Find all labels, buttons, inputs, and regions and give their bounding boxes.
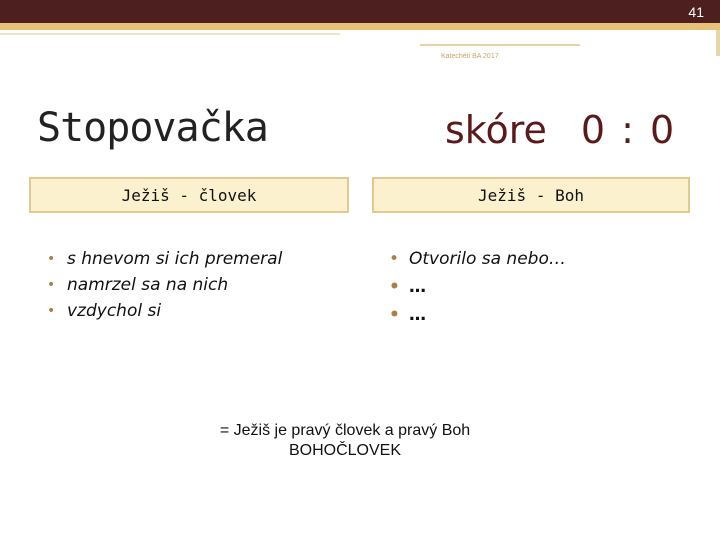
list-item: • Otvorilo sa nebo… <box>389 245 566 273</box>
top-band <box>0 0 720 23</box>
list-item: • s hnevom si ich premeral <box>47 246 282 272</box>
top-band-accent <box>0 23 720 30</box>
conclusion-line: = Ježiš je pravý človek a pravý Boh <box>219 422 471 439</box>
bullet-icon: • <box>389 277 400 297</box>
header-note: Katechéti BA 2017 <box>441 53 499 60</box>
score-display <box>445 108 676 152</box>
list-item: • … <box>389 273 566 301</box>
conclusion <box>150 421 540 461</box>
corner-decoration <box>716 30 720 56</box>
bullet-icon: • <box>47 303 56 319</box>
list-item: • … <box>389 301 566 329</box>
list-item: • vzdychol si <box>47 298 282 324</box>
bullet-icon: • <box>47 277 56 293</box>
column-heading-divine: Ježiš - Boh <box>372 177 690 213</box>
bullet-icon: • <box>389 305 400 325</box>
conclusion-keyword: BOHOČLOVEK <box>288 442 402 459</box>
list-item: • namrzel sa na nich <box>47 272 282 298</box>
score-label: skóre <box>445 108 547 152</box>
divine-list <box>389 245 566 329</box>
column-heading-human: Ježiš - človek <box>29 177 349 213</box>
bullet-icon: • <box>389 249 400 269</box>
header-rule <box>0 33 340 35</box>
page-number: 41 <box>688 4 704 20</box>
score-value: 0 : 0 <box>580 108 677 152</box>
human-list <box>47 246 282 324</box>
slide-title: Stopovačka <box>37 105 268 151</box>
header-rule-accent <box>420 44 580 46</box>
bullet-icon: • <box>47 251 56 267</box>
